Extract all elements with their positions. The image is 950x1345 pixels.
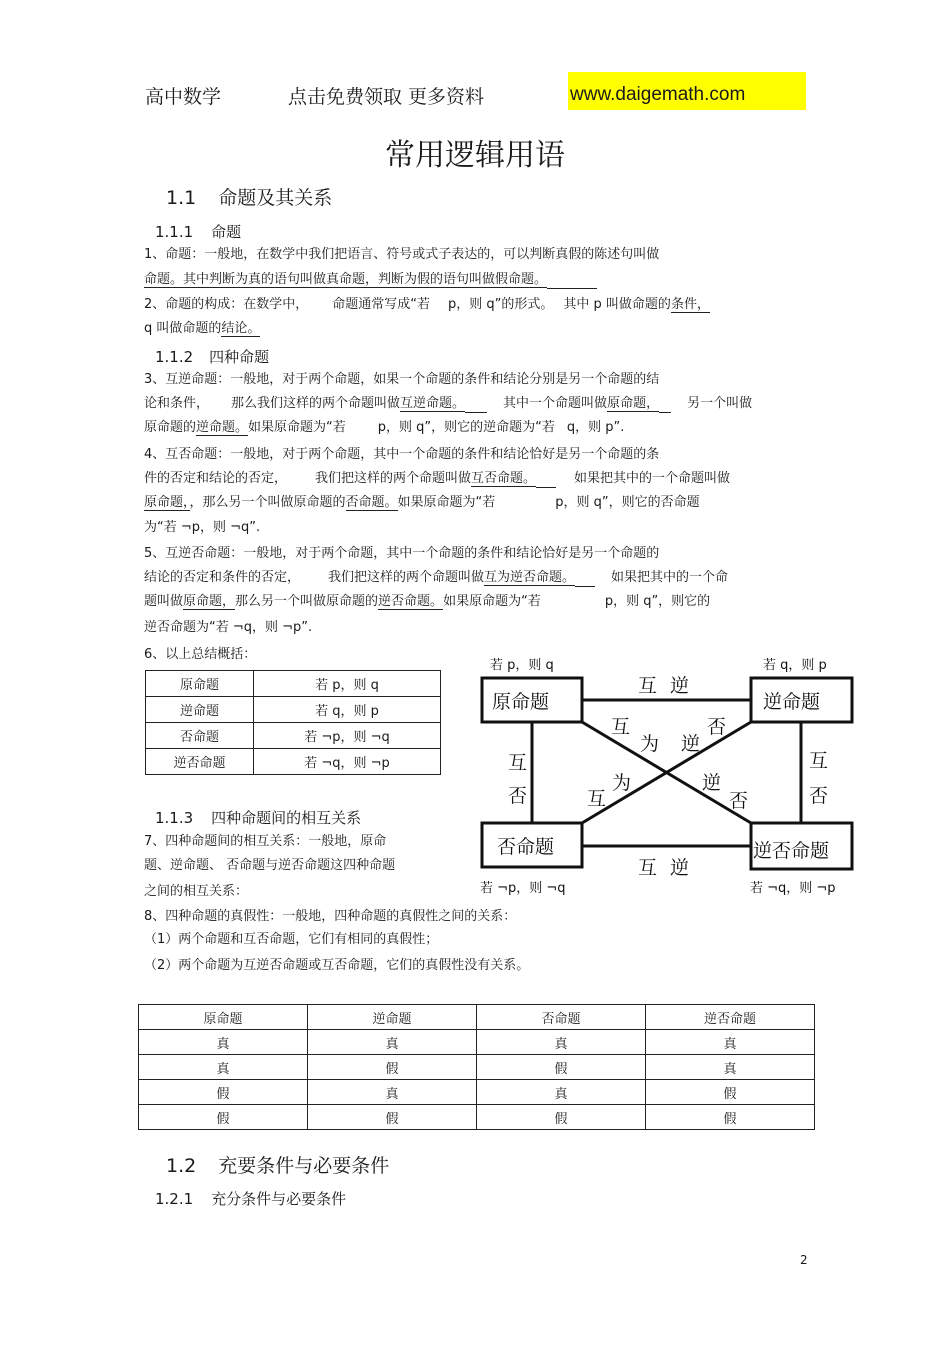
- section-1-1-3-heading: 1.1.3 四种命题间的相互关系: [155, 809, 362, 827]
- p1-line2: 命题。其中判断为真的语句叫做真命题，判断为假的语句叫做假命题。: [144, 272, 597, 289]
- edge-bottom-ni: 逆: [670, 857, 690, 879]
- summary-form: 若 ¬q，则 ¬p: [254, 749, 441, 775]
- section-1-2-heading: 1.2 充要条件与必要条件: [166, 1155, 390, 1177]
- table-cell: 真: [646, 1055, 815, 1080]
- p2-line1: 2、命题的构成：在数学中， 命题通常写成“若 p，则 q”的形式。 其中 p 叫做命题的条件，: [144, 297, 710, 312]
- table-cell: 假: [646, 1080, 815, 1105]
- p4-line3: 原命题，，那么另一个叫做原命题的否命题。如果原命题为“若 p，则 q”，则它的否命题: [144, 495, 700, 510]
- p3-line2: 论和条件， 那么我们这样的两个命题叫做互逆命题。 其中一个命题叫做原命题， 另一个叫做: [144, 396, 753, 411]
- caption-inverse: 若 ¬p，则 ¬q: [480, 881, 566, 896]
- table-cell: 真: [477, 1080, 646, 1105]
- table-row: [139, 1030, 815, 1055]
- edge-top-hu: 互: [638, 675, 658, 697]
- edge-right-fou: 否: [809, 785, 829, 807]
- p5-line4: 逆否命题为“若 ¬q，则 ¬p”.: [144, 620, 313, 635]
- table-cell: 假: [139, 1105, 308, 1130]
- summary-name: 逆命题: [146, 697, 254, 723]
- section-1-1-1-heading: 1.1.1 命题: [155, 223, 242, 241]
- summary-form: 若 p，则 q: [254, 671, 441, 697]
- column-header: 逆命题: [308, 1005, 477, 1030]
- p7-line2: 题、逆命题、 否命题与逆否命题这四种命题: [144, 858, 396, 873]
- summary-name: 逆否命题: [146, 749, 254, 775]
- caption-original: 若 p，则 q: [490, 658, 554, 673]
- p2-line2: q 叫做命题的结论。: [144, 321, 261, 336]
- p4-line1: 4、互否命题：一般地，对于两个命题，其中一个命题的条件和结论恰好是另一个命题的条: [144, 447, 660, 462]
- p5-line2: 结论的否定和条件的否定， 我们把这样的两个命题叫做互为逆否命题。 如果把其中的一个命: [144, 570, 729, 585]
- page-number: 2: [800, 1253, 808, 1267]
- p8-line1: 8、四种命题的真假性：一般地，四种命题的真假性之间的关系：: [144, 909, 517, 924]
- summary-table: [145, 670, 441, 775]
- p6-line: 6、以上总结概括：: [144, 647, 257, 662]
- header-url-link[interactable]: www.daigemath.com: [570, 84, 746, 105]
- truth-table: [138, 1004, 815, 1130]
- table-cell: 假: [308, 1055, 477, 1080]
- section-1-1-heading: 1.1 命题及其关系: [166, 187, 333, 209]
- summary-form: 若 ¬p，则 ¬q: [254, 723, 441, 749]
- table-row: [146, 671, 441, 697]
- table-cell: 假: [308, 1105, 477, 1130]
- diag-a-fou: 否: [707, 716, 727, 738]
- edge-right-hu: 互: [809, 750, 829, 772]
- edge-top-ni: 逆: [670, 675, 690, 697]
- p3-line3: 原命题的逆命题。如果原命题为“若 p，则 q”，则它的逆命题为“若 q，则 p”.: [144, 420, 625, 435]
- column-header: 逆否命题: [646, 1005, 815, 1030]
- table-row: [139, 1080, 815, 1105]
- diag-b-fou: 否: [729, 790, 749, 812]
- table-row: [146, 723, 441, 749]
- diag-a-ni: 逆: [681, 733, 701, 755]
- p8-line2: （1）两个命题和互否命题，它们有相同的真假性；: [144, 932, 439, 947]
- table-header-row: [139, 1005, 815, 1030]
- table-cell: 假: [477, 1105, 646, 1130]
- table-row: [139, 1105, 815, 1130]
- header-subject: 高中数学: [145, 86, 222, 108]
- table-cell: 真: [477, 1030, 646, 1055]
- column-header: 否命题: [477, 1005, 646, 1030]
- page-title: 常用逻辑用语: [385, 138, 565, 173]
- header-promo-link[interactable]: 点击免费领取 更多资料: [288, 86, 485, 108]
- column-header: 原命题: [139, 1005, 308, 1030]
- section-1-1-2-heading: 1.1.2 四种命题: [155, 348, 270, 366]
- diag-a-wei: 为: [640, 733, 660, 755]
- label-original: 原命题: [492, 691, 550, 713]
- p4-line4: 为“若 ¬p，则 ¬q”.: [144, 520, 261, 535]
- four-propositions-diagram: [470, 650, 870, 900]
- table-cell: 假: [477, 1055, 646, 1080]
- diag-b-ni: 逆: [702, 772, 722, 794]
- section-1-2-1-heading: 1.2.1 充分条件与必要条件: [155, 1190, 347, 1208]
- diag-b-wei: 为: [612, 772, 632, 794]
- edge-bottom-hu: 互: [638, 857, 658, 879]
- p8-line3: （2）两个命题为互逆否命题或互否命题，它们的真假性没有关系。: [144, 958, 530, 973]
- edge-left-hu: 互: [508, 752, 528, 774]
- diag-a-hu: 互: [611, 716, 631, 738]
- diag-b-hu: 互: [587, 788, 607, 810]
- table-cell: 真: [308, 1030, 477, 1055]
- p5-line1: 5、互逆否命题：一般地，对于两个命题，其中一个命题的条件和结论恰好是另一个命题的: [144, 546, 660, 561]
- table-cell: 真: [139, 1055, 308, 1080]
- summary-form: 若 q，则 p: [254, 697, 441, 723]
- summary-name: 否命题: [146, 723, 254, 749]
- label-inverse: 否命题: [497, 836, 555, 858]
- caption-contrapositive: 若 ¬q，则 ¬p: [750, 881, 836, 896]
- p7-line1: 7、四种命题间的相互关系：一般地，原命: [144, 834, 387, 849]
- table-cell: 假: [139, 1080, 308, 1105]
- p5-line3: 题叫做原命题，那么另一个叫做原命题的逆否命题。如果原命题为“若 p，则 q”，则它的: [144, 594, 711, 609]
- label-converse: 逆命题: [763, 691, 821, 713]
- p1-line1: 1、命题：一般地，在数学中我们把语言、符号或式子表达的，可以判断真假的陈述句叫做: [144, 247, 660, 262]
- p7-line3: 之间的相互关系：: [144, 884, 249, 899]
- table-cell: 真: [646, 1030, 815, 1055]
- table-cell: 真: [308, 1080, 477, 1105]
- edge-left-fou: 否: [508, 785, 528, 807]
- caption-converse: 若 q，则 p: [763, 658, 827, 673]
- table-row: [146, 749, 441, 775]
- p4-line2: 件的否定和结论的否定， 我们把这样的两个命题叫做互否命题。 如果把其中的一个命题叫做: [144, 471, 731, 486]
- summary-name: 原命题: [146, 671, 254, 697]
- table-row: [139, 1055, 815, 1080]
- table-row: [146, 697, 441, 723]
- table-cell: 真: [139, 1030, 308, 1055]
- p3-line1: 3、互逆命题：一般地，对于两个命题，如果一个命题的条件和结论分别是另一个命题的结: [144, 372, 660, 387]
- table-cell: 假: [646, 1105, 815, 1130]
- label-contrapositive: 逆否命题: [753, 840, 830, 862]
